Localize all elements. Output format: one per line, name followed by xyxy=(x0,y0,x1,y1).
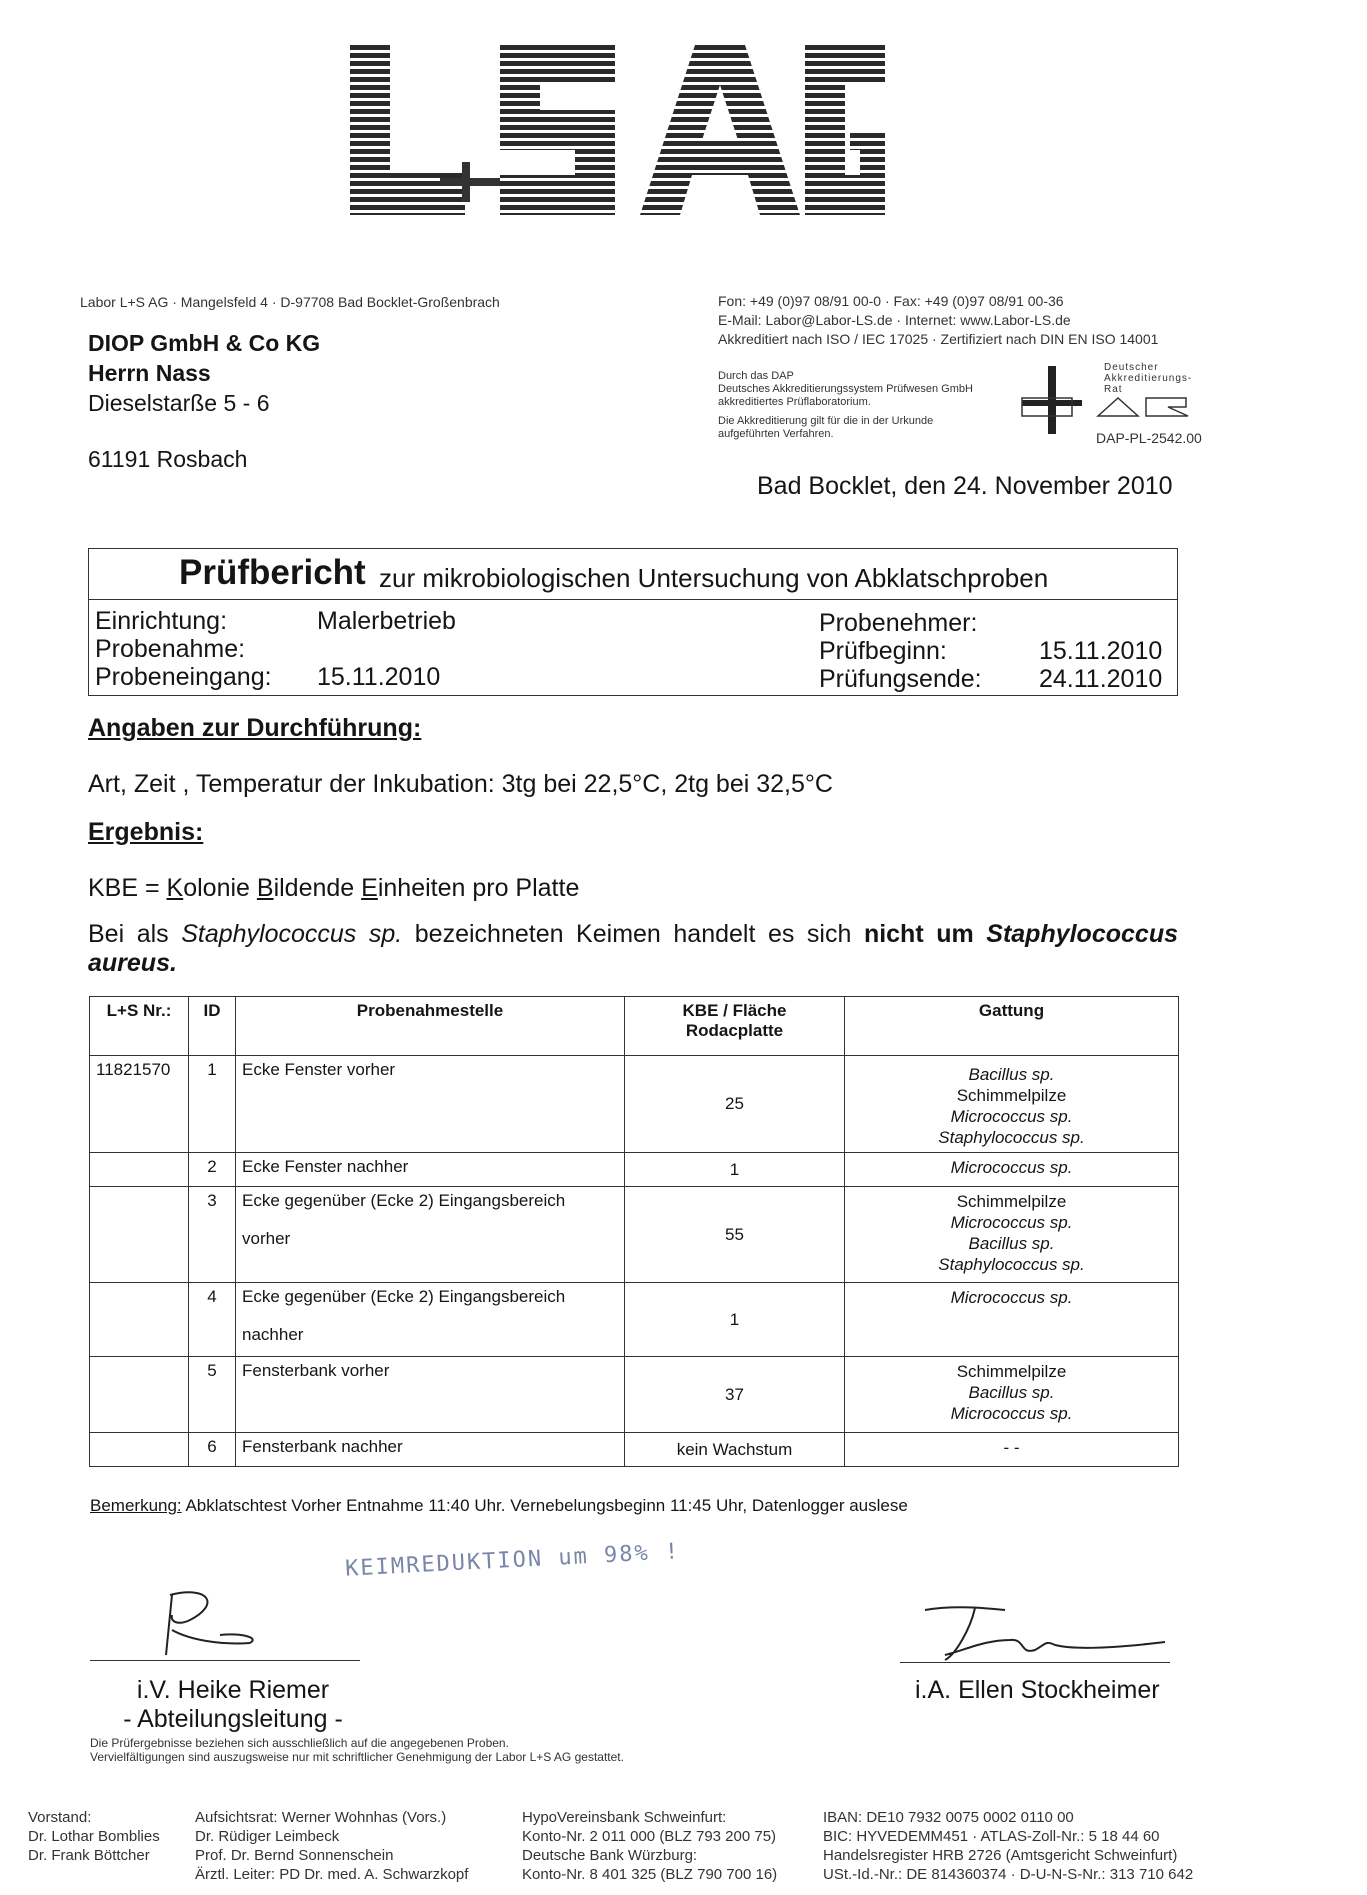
staph-note-emphasis: nicht um xyxy=(863,920,987,948)
stelle-line: vorher xyxy=(242,1229,291,1248)
footer-line: Vorstand: xyxy=(28,1809,92,1826)
einrichtung-value: Malerbetrieb xyxy=(317,607,456,635)
staph-note-species: Staphylococcus sp. xyxy=(181,920,403,948)
cell-kbe: 1 xyxy=(625,1153,845,1187)
cell-id: 3 xyxy=(189,1187,236,1283)
footer-line: Deutsche Bank Würzburg: xyxy=(522,1847,698,1864)
probeneingang-label: Probeneingang: xyxy=(95,663,272,691)
cell-ls-nr xyxy=(90,1283,189,1357)
footer-line: Handelsregister HRB 2726 (Amtsgericht Schweinfurt) xyxy=(823,1847,1178,1864)
logo-stripe xyxy=(350,181,885,186)
footer-col-aufsichtsrat xyxy=(195,1808,468,1884)
gattung-item: Micrococcus sp. xyxy=(950,1404,1073,1423)
logo-stripe xyxy=(350,93,885,98)
logo-stripe xyxy=(350,85,885,90)
signature-left-mark xyxy=(150,1585,280,1665)
table-row xyxy=(90,1283,1179,1357)
cell-gattung xyxy=(845,1187,1179,1283)
pruefbeginn-value: 15.11.2010 xyxy=(1039,637,1163,665)
signature-left xyxy=(90,1676,376,1734)
probenehmer-label: Probenehmer: xyxy=(819,609,978,637)
logo-stripe xyxy=(350,205,885,210)
dap-number: DAP-PL-2542.00 xyxy=(1096,430,1202,446)
handwritten-note: KEIMREDUKTION um 98% ! xyxy=(344,1539,681,1582)
dap-note-line: Deutsches Akkreditierungssystem Prüfwesen GmbH xyxy=(718,383,973,395)
logo-stripe xyxy=(350,141,885,146)
recipient-company: DIOP GmbH & Co KG xyxy=(88,330,321,356)
gattung-item: Staphylococcus sp. xyxy=(938,1128,1085,1147)
staph-note-text: Bei als xyxy=(88,920,182,948)
logo-stripe xyxy=(350,45,885,50)
recipient-block xyxy=(88,328,320,474)
footer-line: Aufsichtsrat: Werner Wohnhas (Vors.) xyxy=(195,1809,447,1826)
signature-line-right xyxy=(900,1662,1170,1663)
disclaimer-line: Die Prüfergebnisse beziehen sich ausschließlich auf die angegebenen Proben. xyxy=(90,1736,509,1750)
signature-left-role: - Abteilungsleitung - xyxy=(123,1705,343,1733)
kbe-letter: B xyxy=(256,874,274,902)
footer-line: Dr. Frank Böttcher xyxy=(28,1847,150,1864)
cell-stelle xyxy=(236,1283,625,1357)
cell-kbe: 37 xyxy=(625,1357,845,1433)
cell-ls-nr xyxy=(90,1187,189,1283)
dap-note-line: akkreditiertes Prüflaboratorium. xyxy=(718,396,871,408)
cell-id: 4 xyxy=(189,1283,236,1357)
kbe-word: olonie xyxy=(183,874,257,902)
dap-logo xyxy=(1018,360,1218,455)
probenahme-label: Probenahme: xyxy=(95,635,246,663)
gattung-item: Staphylococcus sp. xyxy=(938,1255,1085,1274)
recipient-city: 61191 Rosbach xyxy=(88,446,248,472)
results-table xyxy=(89,996,1179,1467)
staph-note-text: bezeichneten Keimen handelt es sich xyxy=(402,920,864,948)
stelle-line: nachher xyxy=(242,1325,304,1344)
col-header-kbe-line: Rodacplatte xyxy=(685,1021,784,1040)
logo-stripe xyxy=(350,109,885,114)
table-row xyxy=(90,1056,1179,1153)
dap-logo-text: Deutscher xyxy=(1104,362,1159,373)
col-header-id: ID xyxy=(189,997,236,1056)
lsag-logo xyxy=(350,40,885,220)
gattung-item: Micrococcus sp. xyxy=(950,1158,1073,1177)
gattung-item: - - xyxy=(1003,1438,1020,1457)
contact-phone: Fon: +49 (0)97 08/91 00-0 · Fax: +49 (0)97 08/91 00-36 xyxy=(718,293,1064,309)
gattung-item: Bacillus sp. xyxy=(968,1383,1055,1402)
cell-kbe: 25 xyxy=(625,1056,845,1153)
footer-col-vorstand xyxy=(28,1808,160,1865)
footer-col-bank xyxy=(522,1808,777,1884)
table-row xyxy=(90,1433,1179,1467)
logo-stripe xyxy=(350,125,885,130)
footer-line: Dr. Lothar Bomblies xyxy=(28,1828,160,1845)
signature-left-name: i.V. Heike Riemer xyxy=(136,1676,330,1704)
disclaimer xyxy=(90,1736,624,1764)
logo-stripe xyxy=(350,189,885,194)
footer-line: Dr. Rüdiger Leimbeck xyxy=(195,1828,340,1845)
table-header-row xyxy=(90,997,1179,1056)
logo-stripe xyxy=(350,213,885,218)
contact-accreditation: Akkreditiert nach ISO / IEC 17025 · Zertifiziert nach DIN EN ISO 14001 xyxy=(718,331,1159,347)
dap-logo-text: Akkreditierungs- xyxy=(1104,373,1193,384)
logo-stripe xyxy=(350,53,885,58)
pruefungsende-label: Prüfungsende: xyxy=(819,665,982,693)
angaben-heading: Angaben zur Durchführung: xyxy=(88,714,422,742)
cell-gattung xyxy=(845,1153,1179,1187)
logo-stripe xyxy=(350,133,885,138)
table-row xyxy=(90,1357,1179,1433)
table-row xyxy=(90,1153,1179,1187)
probeneingang-value: 15.11.2010 xyxy=(317,663,441,691)
cell-gattung xyxy=(845,1056,1179,1153)
logo-stripe xyxy=(350,149,885,154)
bemerkung-text: Abklatschtest Vorher Entnahme 11:40 Uhr. Vernebelungsbeginn 11:45 Uhr, Datenlogger auslese xyxy=(181,1496,908,1515)
einrichtung-label: Einrichtung: xyxy=(95,607,228,635)
gattung-item: Micrococcus sp. xyxy=(950,1107,1073,1126)
footer-col-register xyxy=(823,1808,1193,1884)
col-header-kbe-line: KBE / Fläche xyxy=(682,1001,787,1020)
col-header-ls-nr: L+S Nr.: xyxy=(90,997,189,1056)
cell-stelle: Ecke Fenster nachher xyxy=(236,1153,625,1187)
kbe-prefix: KBE = xyxy=(88,874,167,902)
gattung-item: Schimmelpilze xyxy=(956,1086,1067,1105)
gattung-item: Micrococcus sp. xyxy=(950,1288,1073,1307)
cell-kbe: 55 xyxy=(625,1187,845,1283)
kbe-letter: E xyxy=(361,874,378,902)
disclaimer-line: Vervielfältigungen sind auszugsweise nur mit schriftlicher Genehmigung der Labor L+S AG gestattet. xyxy=(90,1750,624,1764)
cell-stelle: Ecke Fenster vorher xyxy=(236,1056,625,1153)
cell-ls-nr xyxy=(90,1153,189,1187)
ergebnis-heading: Ergebnis: xyxy=(88,818,204,846)
report-title: Prüfbericht xyxy=(179,553,366,592)
cell-id: 1 xyxy=(189,1056,236,1153)
gattung-item: Schimmelpilze xyxy=(956,1362,1067,1381)
logo-stripe xyxy=(350,69,885,74)
logo-stripe xyxy=(350,173,885,178)
pruefungsende-value: 24.11.2010 xyxy=(1039,665,1163,693)
footer-line: HypoVereinsbank Schweinfurt: xyxy=(522,1809,727,1826)
gattung-item: Schimmelpilze xyxy=(956,1192,1067,1211)
pruefbeginn-label: Prüfbeginn: xyxy=(819,637,947,665)
footer-line: BIC: HYVEDEMM451 · ATLAS-Zoll-Nr.: 5 18 44 60 xyxy=(823,1828,1160,1845)
incubation-text: Art, Zeit , Temperatur der Inkubation: 3tg bei 22,5°C, 2tg bei 32,5°C xyxy=(88,770,833,798)
cell-id: 5 xyxy=(189,1357,236,1433)
gattung-item: Bacillus sp. xyxy=(968,1065,1055,1084)
logo-stripe xyxy=(350,61,885,66)
kbe-definition xyxy=(88,874,579,903)
cell-stelle: Fensterbank vorher xyxy=(236,1357,625,1433)
col-header-probenahmestelle: Probenahmestelle xyxy=(236,997,625,1056)
col-header-gattung: Gattung xyxy=(845,997,1179,1056)
recipient-person: Herrn Nass xyxy=(88,360,211,386)
kbe-word: inheiten pro Platte xyxy=(377,874,580,902)
dap-logo-text: Rat xyxy=(1104,384,1123,395)
logo-stripe xyxy=(350,101,885,106)
staph-note xyxy=(88,920,1178,978)
bemerkung xyxy=(90,1496,908,1516)
bemerkung-label: Bemerkung: xyxy=(90,1496,182,1515)
cell-gattung xyxy=(845,1357,1179,1433)
recipient-street: Dieselstarße 5 - 6 xyxy=(88,390,270,416)
cell-stelle: Fensterbank nachher xyxy=(236,1433,625,1467)
logo-stripe xyxy=(350,157,885,162)
table-row xyxy=(90,1187,1179,1283)
cell-kbe: 1 xyxy=(625,1283,845,1357)
contact-email: E-Mail: Labor@Labor-LS.de · Internet: www.Labor-LS.de xyxy=(718,312,1071,328)
footer-line: Konto-Nr. 2 011 000 (BLZ 793 200 75) xyxy=(522,1828,777,1845)
footer-line: USt.-Id.-Nr.: DE 814360374 · D-U-N-S-Nr.: 313 710 642 xyxy=(823,1866,1194,1883)
cell-gattung xyxy=(845,1283,1179,1357)
cell-gattung xyxy=(845,1433,1179,1467)
dap-note xyxy=(718,370,1008,441)
report-header-box xyxy=(88,548,1178,696)
signature-right-name: i.A. Ellen Stockheimer xyxy=(915,1676,1160,1704)
footer-line: Ärztl. Leiter: PD Dr. med. A. Schwarzkopf xyxy=(195,1866,469,1883)
cell-stelle xyxy=(236,1187,625,1283)
footer-line: Prof. Dr. Bernd Sonnenschein xyxy=(195,1847,394,1864)
kbe-word: ildende xyxy=(273,874,362,902)
gattung-item: Micrococcus sp. xyxy=(950,1213,1073,1232)
logo-stripe xyxy=(350,165,885,170)
cell-ls-nr xyxy=(90,1433,189,1467)
report-subtitle: zur mikrobiologischen Untersuchung von Abklatschproben xyxy=(379,563,1049,593)
gattung-item: Bacillus sp. xyxy=(968,1234,1055,1253)
dap-note-line: Durch das DAP xyxy=(718,370,794,382)
signature-line-left xyxy=(90,1660,360,1661)
date-line: Bad Bocklet, den 24. November 2010 xyxy=(757,472,1173,500)
staph-note-species-bold: Staphylococcus aureus. xyxy=(88,920,1178,977)
footer-line: Konto-Nr. 8 401 325 (BLZ 790 700 16) xyxy=(522,1866,778,1883)
cell-id: 6 xyxy=(189,1433,236,1467)
logo-stripe xyxy=(350,77,885,82)
dap-note-line: aufgeführten Verfahren. xyxy=(718,428,834,440)
kbe-letter: K xyxy=(166,874,184,902)
logo-stripe xyxy=(350,117,885,122)
col-header-kbe xyxy=(625,997,845,1056)
stelle-line: Ecke gegenüber (Ecke 2) Eingangsbereich xyxy=(242,1287,566,1306)
stelle-line: Ecke gegenüber (Ecke 2) Eingangsbereich xyxy=(242,1191,566,1210)
signature-right-mark xyxy=(915,1600,1175,1670)
logo-stripe xyxy=(350,197,885,202)
footer-line: IBAN: DE10 7932 0075 0002 0110 00 xyxy=(823,1809,1074,1826)
cell-ls-nr xyxy=(90,1357,189,1433)
contact-block xyxy=(718,292,1158,349)
cell-id: 2 xyxy=(189,1153,236,1187)
dap-note-line: Die Akkreditierung gilt für die in der Urkunde xyxy=(718,415,934,427)
cell-ls-nr: 11821570 xyxy=(90,1056,189,1153)
report-title-row xyxy=(89,549,1177,600)
cell-kbe: kein Wachstum xyxy=(625,1433,845,1467)
sender-line: Labor L+S AG · Mangelsfeld 4 · D-97708 Bad Bocklet-Großenbrach xyxy=(80,294,500,310)
